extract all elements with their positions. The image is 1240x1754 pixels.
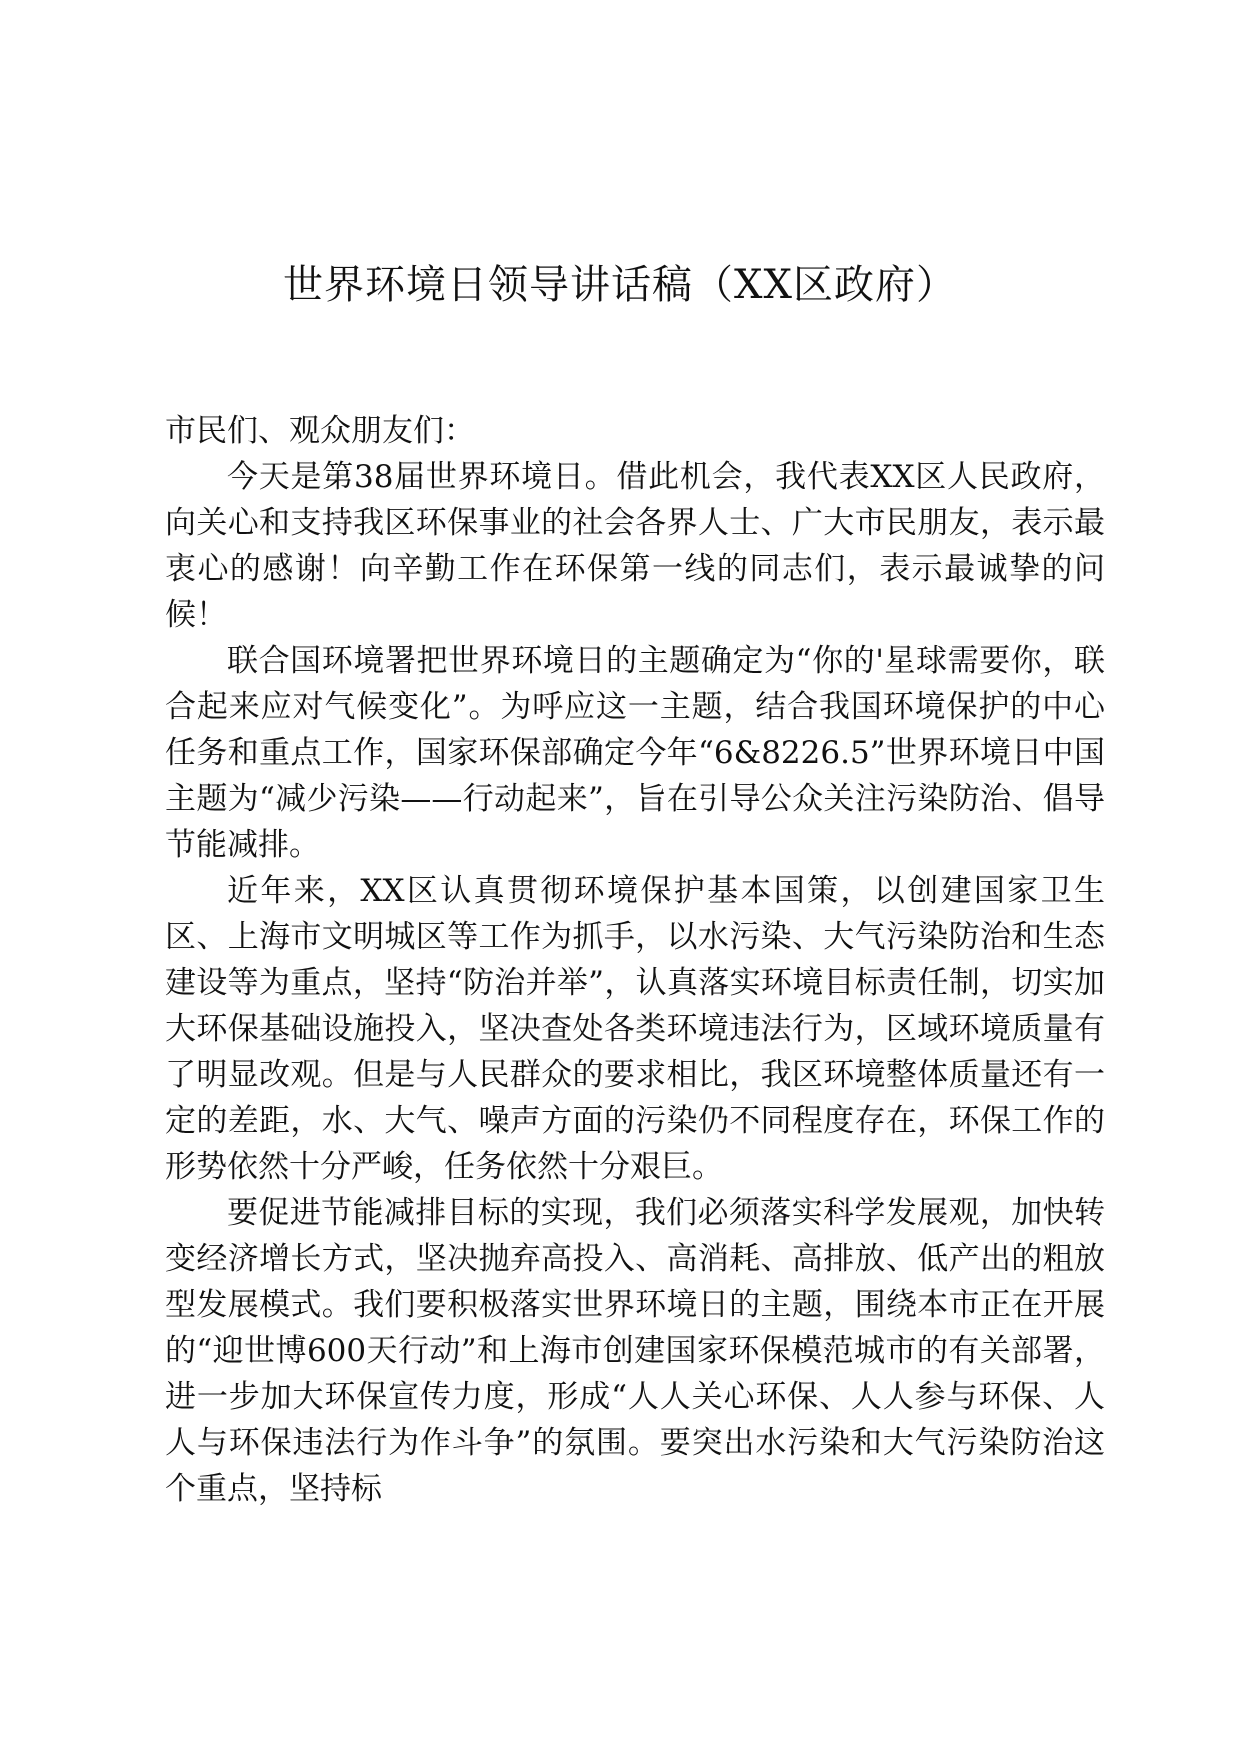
salutation: 市民们、观众朋友们： — [165, 413, 475, 449]
paragraph-4: 要促进节能减排目标的实现，我们必须落实科学发展观，加快转变经济增长方式，坚决抛弃高投入、高消耗、高排放、低产出的粗放型发展模式。我们要积极落实世界环境日的主题，围绕本市正在开展的“迎世博600天行动”和上海市创建国家环保模范城市的有关部署，进一步加大环保宣传力度，形成“人人关心环保、人人参与环保、人人与环保违法行为作斗争”的氛围。要突出水污染和大气污染防治这个重点，坚持标 — [165, 1195, 1105, 1507]
document-title: 世界环境日领导讲话稿（XX区政府） — [283, 262, 957, 308]
document-body — [165, 408, 1105, 1512]
paragraph-3: 近年来，XX区认真贯彻环境保护基本国策，以创建国家卫生区、上海市文明城区等工作为抓手，以水污染、大气污染防治和生态建设等为重点，坚持“防治并举”，认真落实环境目标责任制，切实加大环保基础设施投入，坚决查处各类环境违法行为，区域环境质量有了明显改观。但是与人民群众的要求相比，我区环境整体质量还有一定的差距，水、大气、噪声方面的污染仍不同程度存在，环保工作的形势依然十分严峻，任务依然十分艰巨。 — [165, 873, 1105, 1185]
paragraph-1: 今天是第38届世界环境日。借此机会，我代表XX区人民政府，向关心和支持我区环保事业的社会各界人士、广大市民朋友，表示最衷心的感谢！向辛勤工作在环保第一线的同志们，表示最诚挚的问候！ — [165, 459, 1105, 633]
paragraph-2: 联合国环境署把世界环境日的主题确定为“你的'星球需要你，联合起来应对气候变化”。为呼应这一主题，结合我国环境保护的中心任务和重点工作，国家环保部确定今年“6&8226.5”世界环境日中国主题为“减少污染——行动起来”，旨在引导公众关注污染防治、倡导节能减排。 — [165, 643, 1105, 863]
